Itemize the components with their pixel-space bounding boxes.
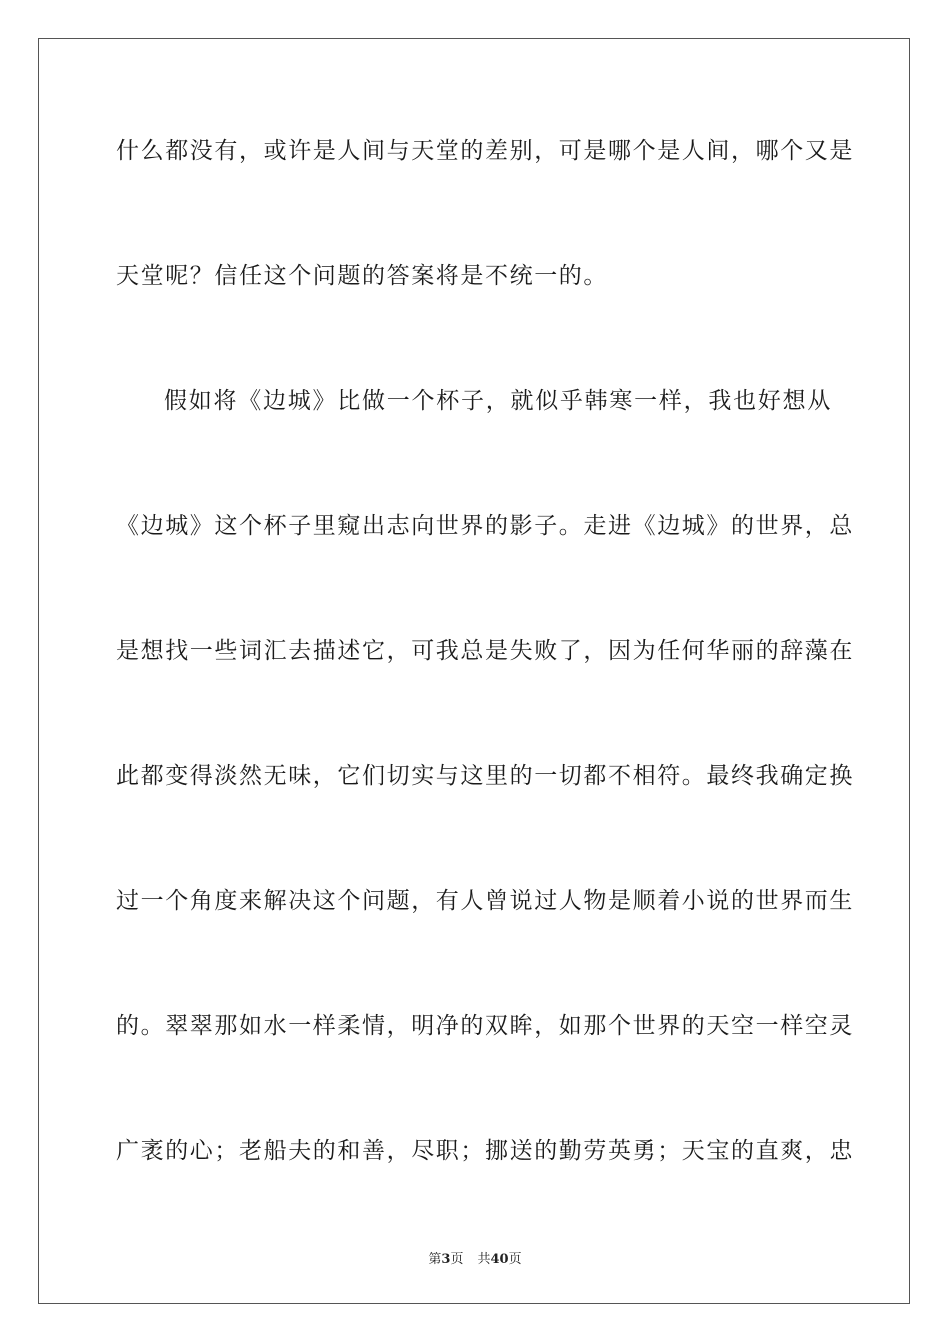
total-suffix: 页: [508, 1252, 522, 1267]
text-line: 的。翠翠那如水一样柔情，明净的双眸，如那个世界的天空一样空灵: [116, 1013, 854, 1039]
text-line: 什么都没有，或许是人间与天堂的差别，可是哪个是人间，哪个又是: [116, 138, 854, 164]
total-prefix: 共: [477, 1252, 491, 1267]
text-line: 《边城》这个杯子里窥出志向世界的影子。走进《边城》的世界，总: [116, 513, 854, 539]
paragraph-first-line: 假如将《边城》比做一个杯子，就似乎韩寒一样，我也好想从: [164, 388, 832, 414]
text-line: 广袤的心；老船夫的和善，尽职；挪送的勤劳英勇；天宝的直爽，忠: [116, 1138, 854, 1164]
page-suffix: 页: [450, 1252, 464, 1267]
page-prefix: 第: [428, 1252, 442, 1267]
page-footer: [0, 1248, 950, 1267]
document-body: [116, 126, 854, 1251]
text-line: 是想找一些词汇去描述它，可我总是失败了，因为任何华丽的辞藻在: [116, 638, 854, 664]
page-number: 3: [441, 1252, 451, 1267]
text-line: 天堂呢？信任这个问题的答案将是不统一的。: [116, 263, 608, 289]
total-pages: 40: [490, 1252, 509, 1267]
text-line: 此都变得淡然无味，它们切实与这里的一切都不相符。最终我确定换: [116, 763, 854, 789]
text-line: 过一个角度来解决这个问题，有人曾说过人物是顺着小说的世界而生: [116, 888, 854, 914]
